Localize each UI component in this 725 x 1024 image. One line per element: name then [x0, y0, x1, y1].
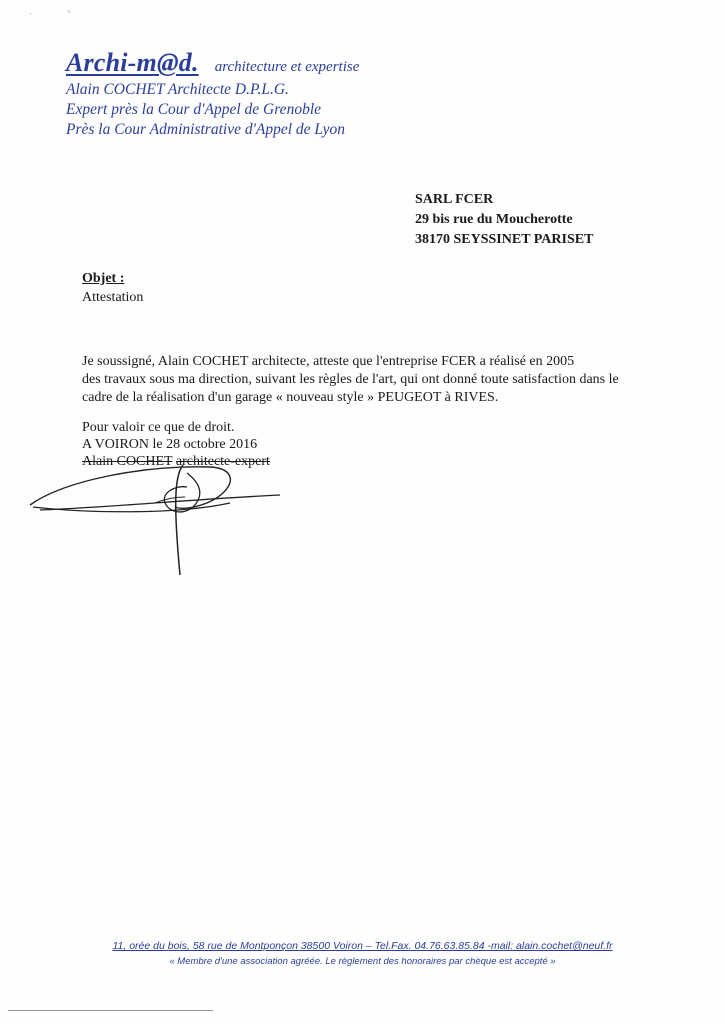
recipient-name: SARL FCER: [415, 192, 494, 207]
signer-name: Alain COCHET: [82, 454, 173, 469]
handwritten-signature: [25, 455, 285, 580]
subject-block: [82, 269, 143, 307]
subject-value: Attestation: [82, 290, 144, 305]
body-line-2: des travaux sous ma direction, suivant les règles de l'art, qui ont donné toute satisfaction dans le: [82, 372, 619, 387]
scan-artifact-marks: [28, 8, 88, 18]
brand-logo-text: Archi-m@d.: [66, 48, 199, 77]
body-line-1: Je soussigné, Alain COCHET architecte, atteste que l'entreprise FCER a réalisé en 2005: [82, 354, 575, 369]
place-and-date: A VOIRON le 28 octobre 2016: [82, 437, 258, 452]
recipient-address-block: [415, 190, 593, 250]
letterhead: [66, 48, 359, 140]
footer-note: « Membre d'une association agréée. Le règlement des honoraires par chèque est accepté »: [169, 956, 556, 967]
body-line-3: cadre de la réalisation d'un garage « nouveau style » PEUGEOT à RIVES.: [82, 390, 499, 405]
brand-tagline: architecture et expertise: [214, 59, 360, 75]
closing-formula: Pour valoir ce que de droit.: [82, 420, 235, 435]
subject-label: Objet :: [82, 271, 125, 286]
recipient-street: 29 bis rue du Moucherotte: [415, 212, 573, 227]
letterhead-expert-line: Expert près la Cour d'Appel de Grenoble: [66, 101, 322, 118]
letterhead-court-line: Près la Cour Administrative d'Appel de Lyon: [66, 121, 345, 138]
letterhead-architect-line: Alain COCHET Architecte D.P.L.G.: [66, 81, 289, 98]
recipient-city: 38170 SEYSSINET PARISET: [415, 232, 594, 247]
brand-line: [66, 48, 359, 78]
attestation-body: [82, 353, 642, 407]
footer-address: 11, orée du bois, 58 rue de Montponçon 38500 Voiron – Tel.Fax. 04.76.63.85.84 -mail: alain.cochet@neuf.fr: [112, 940, 613, 952]
signer-title: architecte-expert: [175, 454, 270, 469]
letter-footer: [0, 940, 725, 967]
bottom-scan-line: [8, 1010, 213, 1011]
